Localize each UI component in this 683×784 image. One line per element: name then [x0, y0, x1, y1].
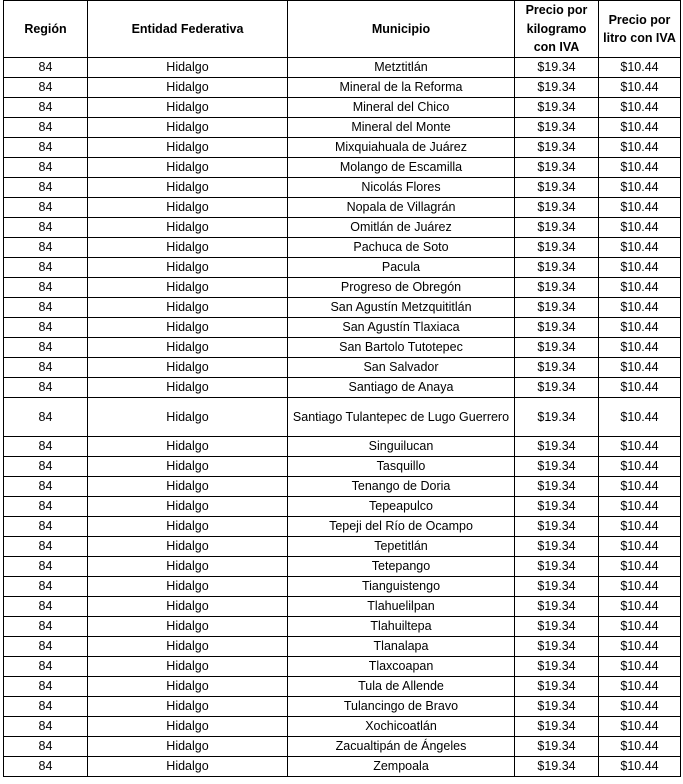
cell-municipio: Pacula — [288, 258, 515, 278]
cell-precio-litro: $10.44 — [599, 198, 681, 218]
header-precio-litro: Precio por litro con IVA — [599, 1, 681, 58]
cell-region: 84 — [4, 318, 88, 338]
cell-precio-litro: $10.44 — [599, 537, 681, 557]
cell-precio-litro: $10.44 — [599, 358, 681, 378]
header-region: Región — [4, 1, 88, 58]
table-row — [4, 318, 681, 338]
cell-region: 84 — [4, 637, 88, 657]
cell-precio-kg: $19.34 — [515, 138, 599, 158]
cell-precio-kg: $19.34 — [515, 577, 599, 597]
cell-entidad: Hidalgo — [88, 437, 288, 457]
cell-precio-litro: $10.44 — [599, 497, 681, 517]
cell-entidad: Hidalgo — [88, 218, 288, 238]
table-body — [4, 58, 681, 777]
cell-region: 84 — [4, 98, 88, 118]
cell-municipio: Singuilucan — [288, 437, 515, 457]
table-row — [4, 358, 681, 378]
cell-precio-litro: $10.44 — [599, 238, 681, 258]
cell-entidad: Hidalgo — [88, 198, 288, 218]
cell-precio-kg: $19.34 — [515, 338, 599, 358]
table-row — [4, 198, 681, 218]
table-row — [4, 378, 681, 398]
table-row — [4, 437, 681, 457]
table-row — [4, 757, 681, 777]
header-row — [4, 1, 681, 58]
cell-precio-litro: $10.44 — [599, 557, 681, 577]
cell-precio-kg: $19.34 — [515, 278, 599, 298]
cell-precio-kg: $19.34 — [515, 98, 599, 118]
cell-precio-litro: $10.44 — [599, 78, 681, 98]
cell-precio-kg: $19.34 — [515, 118, 599, 138]
cell-precio-litro: $10.44 — [599, 118, 681, 138]
cell-entidad: Hidalgo — [88, 757, 288, 777]
table-row — [4, 78, 681, 98]
cell-municipio: Tasquillo — [288, 457, 515, 477]
cell-entidad: Hidalgo — [88, 158, 288, 178]
cell-precio-litro: $10.44 — [599, 58, 681, 78]
table-row — [4, 58, 681, 78]
cell-precio-litro: $10.44 — [599, 757, 681, 777]
cell-precio-litro: $10.44 — [599, 457, 681, 477]
cell-entidad: Hidalgo — [88, 278, 288, 298]
cell-region: 84 — [4, 517, 88, 537]
cell-precio-litro: $10.44 — [599, 138, 681, 158]
table-row — [4, 238, 681, 258]
table-row — [4, 118, 681, 138]
table-row — [4, 398, 681, 437]
table-row — [4, 537, 681, 557]
cell-entidad: Hidalgo — [88, 537, 288, 557]
cell-region: 84 — [4, 537, 88, 557]
table-row — [4, 477, 681, 497]
table-row — [4, 497, 681, 517]
table-row — [4, 158, 681, 178]
header-entidad: Entidad Federativa — [88, 1, 288, 58]
cell-entidad: Hidalgo — [88, 58, 288, 78]
cell-precio-litro: $10.44 — [599, 577, 681, 597]
table-row — [4, 338, 681, 358]
cell-precio-litro: $10.44 — [599, 158, 681, 178]
cell-precio-kg: $19.34 — [515, 378, 599, 398]
cell-municipio: Tlanalapa — [288, 637, 515, 657]
cell-municipio: Xochicoatlán — [288, 717, 515, 737]
cell-precio-kg: $19.34 — [515, 358, 599, 378]
cell-municipio: San Salvador — [288, 358, 515, 378]
cell-municipio: Tlahuiltepa — [288, 617, 515, 637]
cell-region: 84 — [4, 358, 88, 378]
cell-precio-kg: $19.34 — [515, 58, 599, 78]
cell-precio-kg: $19.34 — [515, 218, 599, 238]
cell-precio-kg: $19.34 — [515, 238, 599, 258]
cell-precio-kg: $19.34 — [515, 457, 599, 477]
table-row — [4, 557, 681, 577]
cell-precio-litro: $10.44 — [599, 637, 681, 657]
price-table — [3, 0, 681, 777]
table-row — [4, 258, 681, 278]
cell-precio-litro: $10.44 — [599, 298, 681, 318]
table-row — [4, 278, 681, 298]
cell-precio-kg: $19.34 — [515, 737, 599, 757]
cell-entidad: Hidalgo — [88, 637, 288, 657]
cell-precio-kg: $19.34 — [515, 158, 599, 178]
cell-municipio: San Agustín Tlaxiaca — [288, 318, 515, 338]
cell-precio-kg: $19.34 — [515, 437, 599, 457]
cell-entidad: Hidalgo — [88, 517, 288, 537]
cell-region: 84 — [4, 258, 88, 278]
cell-municipio: Mineral del Monte — [288, 118, 515, 138]
cell-precio-litro: $10.44 — [599, 597, 681, 617]
cell-region: 84 — [4, 138, 88, 158]
table-row — [4, 138, 681, 158]
cell-precio-litro: $10.44 — [599, 617, 681, 637]
cell-precio-kg: $19.34 — [515, 757, 599, 777]
cell-municipio: Tepetitlán — [288, 537, 515, 557]
cell-entidad: Hidalgo — [88, 298, 288, 318]
cell-precio-litro: $10.44 — [599, 338, 681, 358]
cell-precio-kg: $19.34 — [515, 517, 599, 537]
table-row — [4, 457, 681, 477]
cell-municipio: Mixquiahuala de Juárez — [288, 138, 515, 158]
cell-region: 84 — [4, 298, 88, 318]
cell-region: 84 — [4, 278, 88, 298]
cell-municipio: Mineral del Chico — [288, 98, 515, 118]
cell-region: 84 — [4, 697, 88, 717]
cell-entidad: Hidalgo — [88, 318, 288, 338]
cell-municipio: Mineral de la Reforma — [288, 78, 515, 98]
table-row — [4, 218, 681, 238]
cell-entidad: Hidalgo — [88, 457, 288, 477]
cell-precio-litro: $10.44 — [599, 677, 681, 697]
cell-precio-litro: $10.44 — [599, 517, 681, 537]
cell-municipio: Tenango de Doria — [288, 477, 515, 497]
cell-entidad: Hidalgo — [88, 118, 288, 138]
cell-precio-kg: $19.34 — [515, 637, 599, 657]
table-row — [4, 597, 681, 617]
cell-precio-litro: $10.44 — [599, 737, 681, 757]
cell-municipio: Tepeapulco — [288, 497, 515, 517]
cell-entidad: Hidalgo — [88, 398, 288, 437]
cell-entidad: Hidalgo — [88, 238, 288, 258]
cell-precio-kg: $19.34 — [515, 298, 599, 318]
table-row — [4, 178, 681, 198]
cell-entidad: Hidalgo — [88, 577, 288, 597]
cell-precio-litro: $10.44 — [599, 218, 681, 238]
cell-municipio: Tetepango — [288, 557, 515, 577]
cell-municipio: Tlahuelilpan — [288, 597, 515, 617]
table-row — [4, 717, 681, 737]
cell-region: 84 — [4, 398, 88, 437]
cell-municipio: Tulancingo de Bravo — [288, 697, 515, 717]
cell-precio-kg: $19.34 — [515, 717, 599, 737]
cell-precio-kg: $19.34 — [515, 697, 599, 717]
table-row — [4, 737, 681, 757]
cell-precio-kg: $19.34 — [515, 477, 599, 497]
cell-entidad: Hidalgo — [88, 138, 288, 158]
header-municipio: Municipio — [288, 1, 515, 58]
cell-municipio: Tianguistengo — [288, 577, 515, 597]
cell-precio-litro: $10.44 — [599, 437, 681, 457]
cell-region: 84 — [4, 158, 88, 178]
cell-entidad: Hidalgo — [88, 178, 288, 198]
cell-region: 84 — [4, 118, 88, 138]
table-row — [4, 517, 681, 537]
cell-precio-kg: $19.34 — [515, 398, 599, 437]
cell-region: 84 — [4, 218, 88, 238]
cell-precio-litro: $10.44 — [599, 278, 681, 298]
cell-region: 84 — [4, 757, 88, 777]
cell-region: 84 — [4, 717, 88, 737]
cell-region: 84 — [4, 497, 88, 517]
cell-municipio: Santiago de Anaya — [288, 378, 515, 398]
table-row — [4, 577, 681, 597]
cell-precio-litro: $10.44 — [599, 697, 681, 717]
cell-precio-litro: $10.44 — [599, 398, 681, 437]
cell-precio-litro: $10.44 — [599, 258, 681, 278]
cell-entidad: Hidalgo — [88, 557, 288, 577]
cell-entidad: Hidalgo — [88, 717, 288, 737]
cell-precio-kg: $19.34 — [515, 597, 599, 617]
cell-precio-litro: $10.44 — [599, 657, 681, 677]
table-row — [4, 657, 681, 677]
cell-precio-kg: $19.34 — [515, 318, 599, 338]
cell-entidad: Hidalgo — [88, 737, 288, 757]
cell-region: 84 — [4, 617, 88, 637]
cell-precio-litro: $10.44 — [599, 717, 681, 737]
cell-entidad: Hidalgo — [88, 477, 288, 497]
cell-precio-litro: $10.44 — [599, 318, 681, 338]
cell-region: 84 — [4, 557, 88, 577]
cell-entidad: Hidalgo — [88, 657, 288, 677]
cell-precio-kg: $19.34 — [515, 78, 599, 98]
cell-region: 84 — [4, 437, 88, 457]
cell-precio-kg: $19.34 — [515, 497, 599, 517]
cell-entidad: Hidalgo — [88, 677, 288, 697]
cell-precio-kg: $19.34 — [515, 657, 599, 677]
cell-municipio: Tula de Allende — [288, 677, 515, 697]
cell-municipio: San Agustín Metzquititlán — [288, 298, 515, 318]
cell-municipio: Tepeji del Río de Ocampo — [288, 517, 515, 537]
cell-precio-kg: $19.34 — [515, 677, 599, 697]
cell-region: 84 — [4, 178, 88, 198]
cell-entidad: Hidalgo — [88, 78, 288, 98]
cell-entidad: Hidalgo — [88, 338, 288, 358]
cell-municipio: Pachuca de Soto — [288, 238, 515, 258]
cell-region: 84 — [4, 338, 88, 358]
cell-precio-kg: $19.34 — [515, 198, 599, 218]
cell-region: 84 — [4, 677, 88, 697]
cell-entidad: Hidalgo — [88, 98, 288, 118]
cell-municipio: Omitlán de Juárez — [288, 218, 515, 238]
cell-precio-kg: $19.34 — [515, 178, 599, 198]
cell-entidad: Hidalgo — [88, 378, 288, 398]
cell-municipio: Metztitlán — [288, 58, 515, 78]
cell-region: 84 — [4, 198, 88, 218]
cell-entidad: Hidalgo — [88, 358, 288, 378]
cell-precio-kg: $19.34 — [515, 537, 599, 557]
cell-entidad: Hidalgo — [88, 497, 288, 517]
cell-municipio: Molango de Escamilla — [288, 158, 515, 178]
cell-region: 84 — [4, 238, 88, 258]
table-row — [4, 637, 681, 657]
table-row — [4, 617, 681, 637]
cell-municipio: San Bartolo Tutotepec — [288, 338, 515, 358]
cell-municipio: Progreso de Obregón — [288, 278, 515, 298]
cell-region: 84 — [4, 657, 88, 677]
cell-region: 84 — [4, 737, 88, 757]
cell-precio-kg: $19.34 — [515, 258, 599, 278]
cell-region: 84 — [4, 597, 88, 617]
cell-region: 84 — [4, 457, 88, 477]
cell-municipio: Zacualtipán de Ángeles — [288, 737, 515, 757]
table-row — [4, 677, 681, 697]
table-row — [4, 98, 681, 118]
cell-precio-litro: $10.44 — [599, 98, 681, 118]
cell-region: 84 — [4, 577, 88, 597]
cell-entidad: Hidalgo — [88, 697, 288, 717]
cell-municipio: Nicolás Flores — [288, 178, 515, 198]
cell-precio-kg: $19.34 — [515, 617, 599, 637]
cell-precio-litro: $10.44 — [599, 378, 681, 398]
table-row — [4, 697, 681, 717]
cell-precio-kg: $19.34 — [515, 557, 599, 577]
header-precio-kg: Precio por kilogramo con IVA — [515, 1, 599, 58]
cell-region: 84 — [4, 78, 88, 98]
cell-entidad: Hidalgo — [88, 597, 288, 617]
cell-entidad: Hidalgo — [88, 258, 288, 278]
cell-entidad: Hidalgo — [88, 617, 288, 637]
cell-municipio: Santiago Tulantepec de Lugo Guerrero — [288, 398, 515, 437]
cell-region: 84 — [4, 477, 88, 497]
cell-municipio: Nopala de Villagrán — [288, 198, 515, 218]
cell-municipio: Zempoala — [288, 757, 515, 777]
cell-precio-litro: $10.44 — [599, 477, 681, 497]
cell-municipio: Tlaxcoapan — [288, 657, 515, 677]
cell-precio-litro: $10.44 — [599, 178, 681, 198]
cell-region: 84 — [4, 58, 88, 78]
table-row — [4, 298, 681, 318]
cell-region: 84 — [4, 378, 88, 398]
